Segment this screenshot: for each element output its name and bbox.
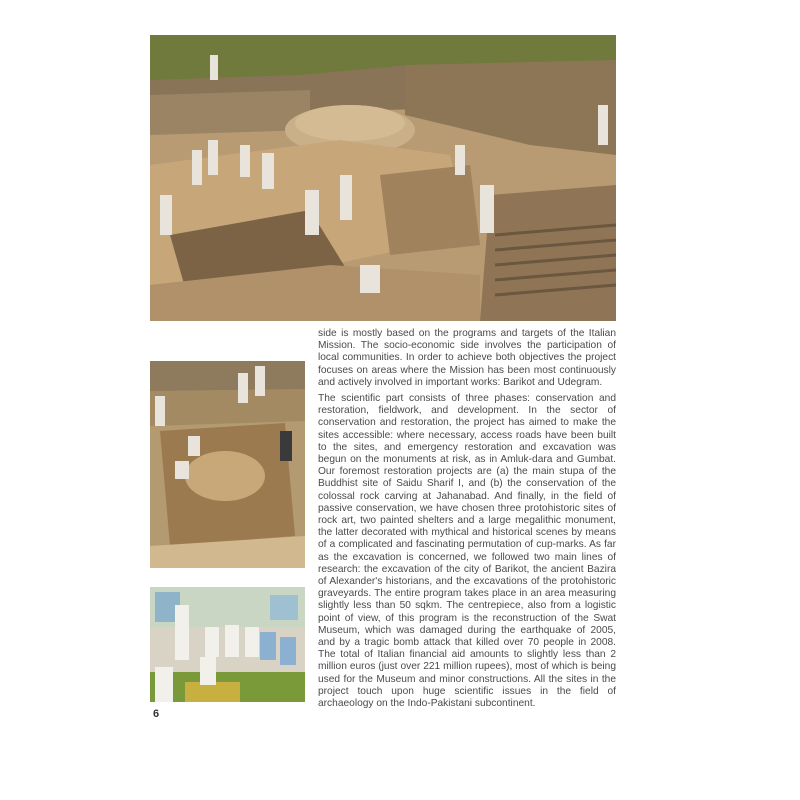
body-text: [318, 328, 616, 714]
excavation-site-photo: [150, 35, 616, 321]
trench-excavation-photo: [150, 361, 305, 568]
page-number: 6: [153, 708, 160, 720]
paragraph: The scientific part consists of three phases: conservation and restoration, fieldwork, and development. In the sector of conservation and restoration, the project has aimed to make the sites accessible: where necessary, access roads have been built to the sites, and emergency restoration and excavation was begun on the monuments at risk, as in Amluk-dara and Gumbat. Our foremost restoration projects are (a) the main stupa of the Buddhist site of Saidu Sharif I, and (b) the conservation of the colossal rock carving at Jahanabad. And finally, in the field of passive conservation, we have chosen three protohistoric sites of rock art, two painted shelters and a large megalithic monument, the latter decorated with mythical and historical scenes by means of a complicated and fascinating permutation of cup-marks. As far as the excavation is concerned, we followed two main lines of research: the excavation of the city of Barikot, the ancient Bazira of Alexander's historians, and the excavations of the protohistoric graveyards. The entire program takes place in an area measuring slightly less than 50 sqkm. The centrepiece, also from a logistic point of view, of this program is the reconstruction of the Swat Museum, which was damaged during the earthquake of 2005, and by a tragic bomb attack that killed over 70 people in 2008. The total of Italian financial aid amounts to slightly less than 2 million euros (just over 221 million rupees), most of which is being used for the Museum and minor constructions. All the sites in the project touch upon huge scientific issues in the field of archaeology on the Indo-Pakistani subcontinent.: [318, 393, 616, 710]
community-meeting-photo: [150, 587, 305, 702]
paragraph: side is mostly based on the programs and targets of the Italian Mission. The socio-economic side involves the participation of local communities. In order to achieve both objectives the project focuses on areas where the Mission has been most continuously and actively involved in important works: Barikot and Udegram.: [318, 328, 616, 388]
